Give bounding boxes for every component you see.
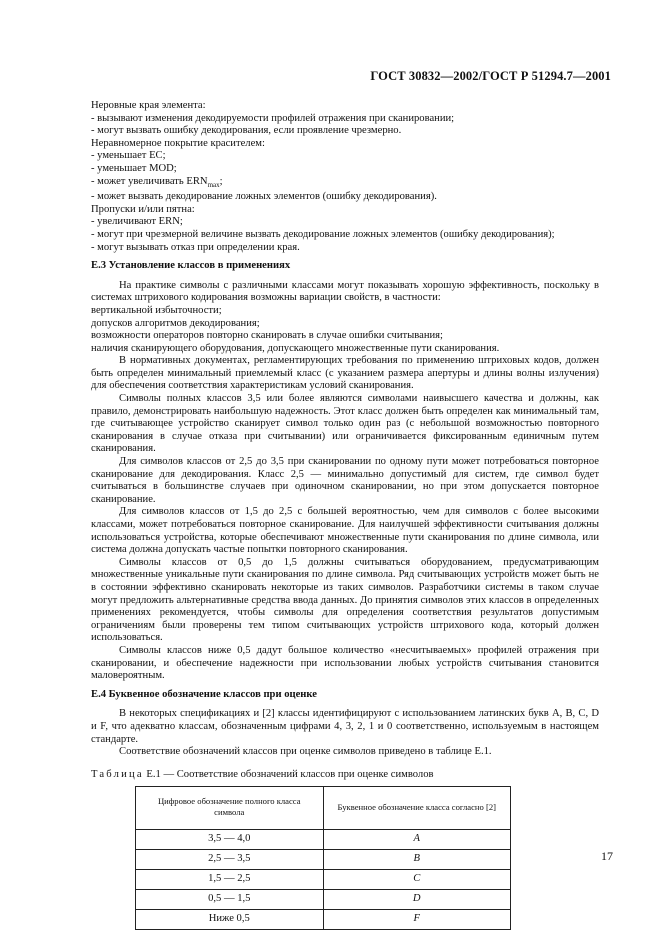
intro-line: - увеличивают ERN; [91, 216, 183, 228]
table-header-letter: Буквенное обозначение класса согласно [2] [323, 787, 511, 830]
intro-line: - могут при чрезмерной величине вызвать декодирование ложных элементов (ошибку декодирования); [91, 228, 555, 240]
section-e3-paragraph: На практике символы с различными классами могут показывать хорошую эффективность, поскольку в системах штрихового кодирования возможны вариации свойств, в частности: [91, 279, 599, 304]
table-header-digital: Цифровое обозначение полного класса символа [136, 787, 324, 830]
section-e3-paragraph: Для символов классов от 2,5 до 3,5 при сканировании по одному пути может потребоваться повторное сканирование для декодирования. Класс 2,5 — минимально допустимый для систем, где символ будет считываться в большинстве случаев при одиночном сканировании, но при этом допускается повторное сканирование. [91, 456, 599, 505]
section-e3-list-item: наличия сканирующего оборудования, допускающего множественные пути сканирования. [91, 342, 500, 354]
page-content [91, 100, 599, 930]
section-e3-paragraph: Символы классов ниже 0,5 дадут большое количество «несчитываемых» профилей отражения при сканировании, и обеспечение надежности при использовании любых устройств считывания становится маловероятным. [91, 644, 599, 682]
table-row [136, 850, 511, 870]
section-e3-list-item: вертикальной избыточности; [91, 304, 222, 316]
section-e4-heading: Е.4 Буквенное обозначение классов при оценке [91, 688, 317, 700]
table-cell-letter: C [323, 870, 511, 890]
section-e4-paragraph: Соответствие обозначений классов при оценке символов приведено в таблице Е.1. [119, 746, 492, 758]
table-row [136, 830, 511, 850]
intro-line: - может вызвать декодирование ложных элементов (ошибку декодирования). [91, 191, 437, 203]
section-e3-paragraph: Символы полных классов 3,5 или более являются символами наивысшего качества и должны, как правило, демонстрировать наибольшую надежность. Этот класс должен быть определен как минимальный там, где считывающее устройство сканирует символ только один раз (с небольшой возможностью повторного сканирования в случае отказа при считывании) или ограничивается фиксированным единичным путем сканирования. [91, 393, 599, 455]
ern-line-text: - может увеличивать ERN [91, 175, 208, 187]
table-cell-letter: D [323, 890, 511, 910]
ern-line-suffix: ; [219, 175, 223, 187]
ern-line-subscript: max [207, 180, 220, 189]
section-e3-paragraph: Символы классов от 0,5 до 1,5 должны считываться оборудованием, предусматривающим множественные уникальные пути сканирования по длине символа. Ряд считывающих устройств может быть не в состоянии эффективно сканировать некоторые из таких символов. Разработчики системы в таком случае могут предложить альтернативные средства ввода данных. До принятия символов этих классов в определенных применениях рекомендуется, чтобы символы для определения соответствия результатов допустимым ограничениям были проверены тем типом считывающих устройств штрихового кода, который должен использоваться. [91, 556, 599, 644]
intro-line: - уменьшает EC; [91, 150, 166, 162]
page-header: ГОСТ 30832—2002/ГОСТ Р 51294.7—2001 [370, 69, 611, 83]
section-e3-paragraph: В нормативных документах, регламентирующих требования по применению штриховых кодов, должен быть определен минимальный приемлемый класс (с указанием размера апертуры и длины волны излучения) для обеспечения соответствия характеристикам условий сканирования. [91, 355, 599, 392]
page-number: 17 [601, 849, 613, 863]
table-cell-letter: F [323, 910, 511, 930]
intro-line: Пропуски и/или пятна: [91, 203, 195, 215]
ern-max-line [91, 176, 599, 192]
section-e3-list-item: допусков алгоритмов декодирования; [91, 317, 260, 329]
intro-line: Неравномерное покрытие красителем: [91, 137, 265, 149]
intro-line: Неровные края элемента: [91, 100, 206, 111]
section-e3-paragraph: Для символов классов от 1,5 до 2,5 с большей вероятностью, чем для символов с более высокими классами, может потребоваться повторное сканирование. Для наилучшей эффективности считывания должны использоваться устройства, которые обеспечивают множественные пути сканирования по длине символа, или система должна допускать частые попытки повторного сканирования. [91, 506, 599, 556]
table-caption-text: Е.1 — Соответствие обозначений классов при оценке символов [143, 768, 434, 780]
table-row [136, 890, 511, 910]
table-header-row [136, 787, 511, 830]
table-row [136, 910, 511, 930]
section-e3-heading: Е.3 Установление классов в применениях [91, 260, 291, 272]
intro-block [91, 100, 599, 254]
section-e3-list-item: возможности операторов повторно сканировать в случае ошибки считывания; [91, 330, 443, 342]
intro-line: - вызывают изменения декодируемости профилей отражения при сканировании; [91, 112, 455, 124]
table-cell-letter: A [323, 830, 511, 850]
class-correspondence-table [135, 786, 511, 930]
table-cell-letter: B [323, 850, 511, 870]
table-cell-digital: Ниже 0,5 [136, 910, 324, 930]
intro-line: - уменьшает MOD; [91, 162, 177, 174]
intro-line: - могут вызывать отказ при определении края. [91, 241, 300, 253]
table-cell-digital: 0,5 — 1,5 [136, 890, 324, 910]
table-cell-digital: 2,5 — 3,5 [136, 850, 324, 870]
table-row [136, 870, 511, 890]
table-cell-digital: 1,5 — 2,5 [136, 870, 324, 890]
table-caption [91, 769, 599, 782]
intro-line: - могут вызвать ошибку декодирования, если проявление чрезмерно. [91, 125, 402, 137]
section-e4-paragraph: В некоторых спецификациях и [2] классы идентифицируют с использованием латинских букв A, B, C, D и F, что адекватно классам, обозначенным цифрами 4, 3, 2, 1 и 0 соответственно, используемым в настоящем стандарте. [91, 708, 599, 745]
table-cell-digital: 3,5 — 4,0 [136, 830, 324, 850]
table-caption-word: Таблица [91, 768, 144, 780]
